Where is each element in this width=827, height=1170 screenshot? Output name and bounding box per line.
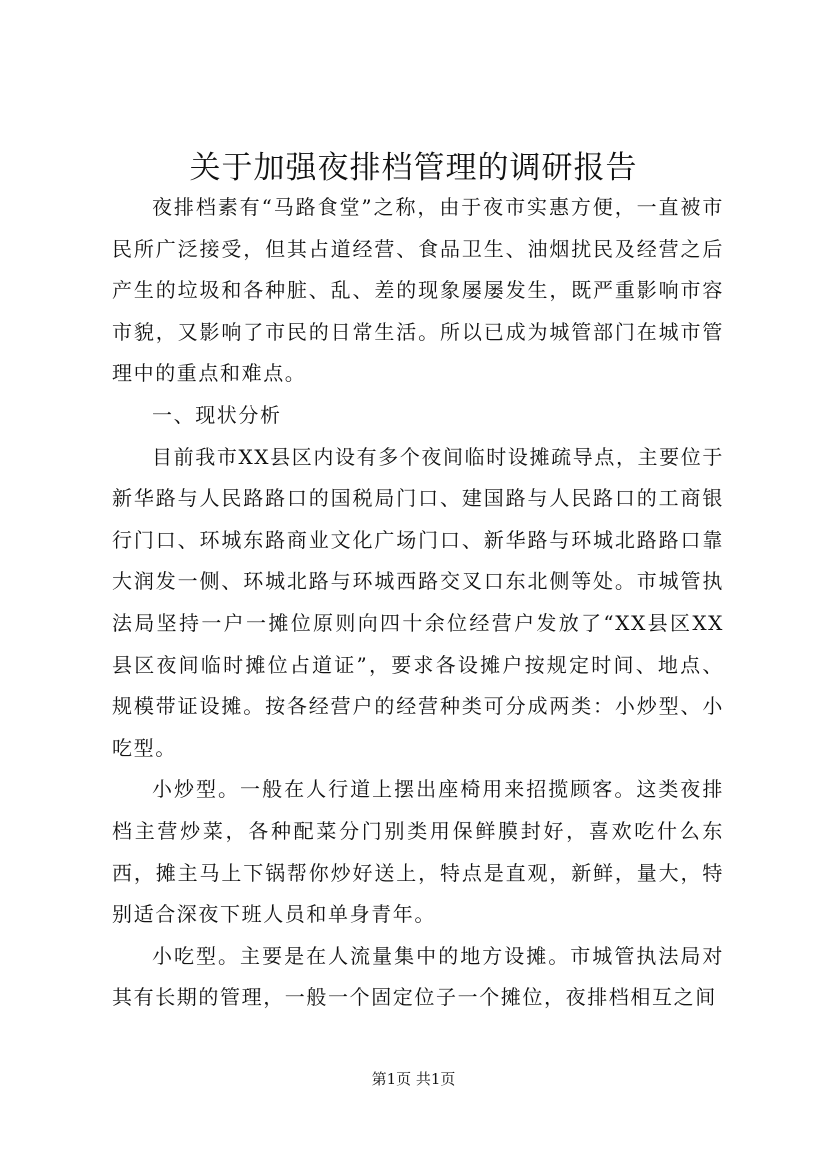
document-body	[112, 187, 724, 1019]
page-footer: 第1页 共1页	[371, 1070, 456, 1088]
paragraph-current-situation: 目前我市XX县区内设有多个夜间临时设摊疏导点，主要位于新华路与人民路路口的国税局门口、建国路与人民路口的工商银行门口、环城东路商业文化广场门口、新华路与环城北路路口靠大润发一侧、环城北路与环城西路交叉口东北侧等处。市城管执法局坚持一户一摊位原则向四十余位经营户发放了“XX县区XX县区夜间临时摊位占道证”，要求各设摊户按规定时间、地点、规模带证设摊。按各经营户的经营种类可分成两类：小炒型、小吃型。	[112, 444, 724, 760]
paragraph-snack-type: 小吃型。主要是在人流量集中的地方设摊。市城管执法局对其有长期的管理，一般一个固定位子一个摊位，夜排档相互之间	[112, 943, 724, 1010]
document-title: 关于加强夜排档管理的调研报告	[189, 150, 638, 186]
section-heading-status-analysis: 一、现状分析	[152, 402, 282, 427]
paragraph-intro: 夜排档素有“马路食堂”之称，由于夜市实惠方便，一直被市民所广泛接受，但其占道经营、食品卫生、油烟扰民及经营之后产生的垃圾和各种脏、乱、差的现象屡屡发生，既严重影响市容市貌，又影响了市民的日常生活。所以已成为城管部门在城市管理中的重点和难点。	[112, 195, 724, 386]
paragraph-stir-fry-type: 小炒型。一般在人行道上摆出座椅用来招揽顾客。这类夜排档主营炒菜，各种配菜分门别类用保鲜膜封好，喜欢吃什么东西，摊主马上下锅帮你炒好送上，特点是直观，新鲜，量大，特别适合深夜下班人员和单身青年。	[112, 777, 724, 927]
